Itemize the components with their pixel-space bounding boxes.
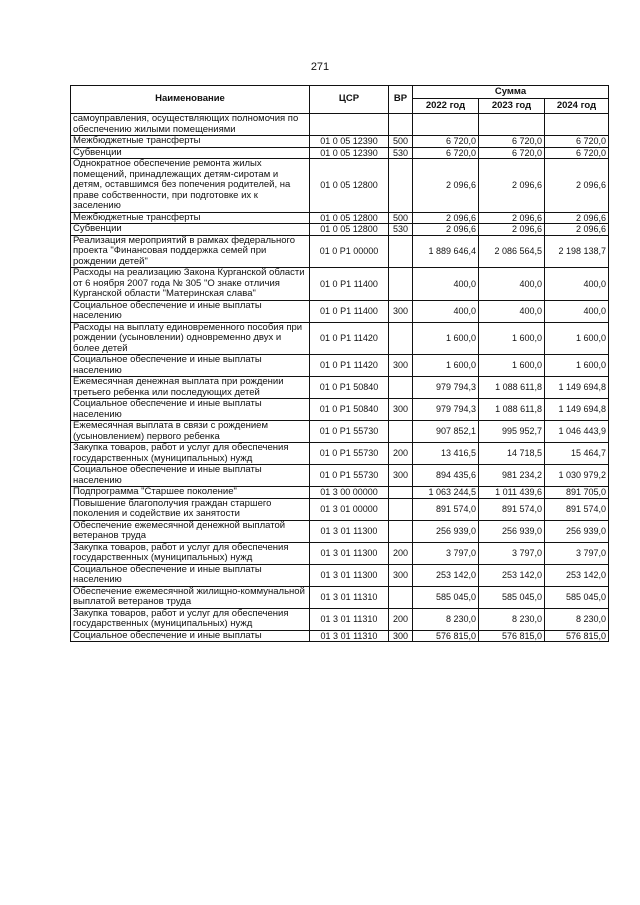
table-row [71,399,609,421]
row-value-2024: 1 149 694,8 [545,399,609,421]
row-value-2022: 576 815,0 [413,630,479,642]
row-name: Социальное обеспечение и иные выплаты населению [71,355,310,377]
row-name: Субвенции [71,224,310,236]
row-value-2023: 2 086 564,5 [479,235,545,268]
row-csr: 01 0 05 12800 [310,159,389,213]
row-vr [389,159,413,213]
table-row [71,465,609,487]
row-value-2024: 1 030 979,2 [545,465,609,487]
table-row [71,159,609,213]
row-vr: 500 [389,212,413,224]
page-number: 271 [310,61,330,73]
header-name: Наименование [71,86,310,114]
row-value-2023: 2 096,6 [479,224,545,236]
table-row [71,564,609,586]
row-value-2023: 400,0 [479,268,545,301]
row-value-2022: 979 794,3 [413,399,479,421]
row-csr: 01 3 01 11310 [310,586,389,608]
row-csr: 01 0 05 12800 [310,212,389,224]
row-name: Повышение благополучия граждан старшего поколения и содействие их занятости [71,498,310,520]
row-name: Закупка товаров, работ и услуг для обеспечения государственных (муниципальных) нужд [71,443,310,465]
row-name: Межбюджетные трансферты [71,212,310,224]
row-value-2023: 981 234,2 [479,465,545,487]
row-vr [389,498,413,520]
row-csr: 01 0 05 12800 [310,224,389,236]
row-csr: 01 0 P1 55730 [310,421,389,443]
row-value-2023: 1 600,0 [479,355,545,377]
row-vr: 530 [389,224,413,236]
header-vr: ВР [389,86,413,114]
table-row [71,520,609,542]
row-csr: 01 0 P1 00000 [310,235,389,268]
row-value-2022: 2 096,6 [413,159,479,213]
table-row [71,136,609,148]
row-value-2022: 894 435,6 [413,465,479,487]
row-vr [389,586,413,608]
row-vr: 530 [389,147,413,159]
table-row [71,235,609,268]
row-value-2023: 1 088 611,8 [479,399,545,421]
row-value-2023: 585 045,0 [479,586,545,608]
row-value-2024: 891 705,0 [545,487,609,499]
row-csr: 01 0 P1 11400 [310,268,389,301]
row-name: Подпрограмма "Старшее поколение" [71,487,310,499]
row-value-2024: 6 720,0 [545,147,609,159]
table-row [71,608,609,630]
row-value-2023: 400,0 [479,300,545,322]
row-vr: 300 [389,465,413,487]
row-name: Социальное обеспечение и иные выплаты населению [71,300,310,322]
header-year-2024: 2024 год [545,99,609,114]
row-value-2022: 6 720,0 [413,136,479,148]
table-row [71,322,609,355]
row-value-2024: 2 096,6 [545,212,609,224]
row-vr: 300 [389,355,413,377]
row-value-2023: 2 096,6 [479,212,545,224]
row-name: Межбюджетные трансферты [71,136,310,148]
header-sum: Сумма [413,86,609,99]
row-name: Расходы на выплату единовременного пособия при рождении (усыновлении) одновременно двух и более детей [71,322,310,355]
row-name: Расходы на реализацию Закона Курганской области от 6 ноября 2007 года № 305 "О знаке отличия Курганской области "Материнская слава" [71,268,310,301]
row-value-2022: 1 063 244,5 [413,487,479,499]
row-value-2024: 400,0 [545,300,609,322]
table-row [71,487,609,499]
row-value-2023: 8 230,0 [479,608,545,630]
row-value-2022: 585 045,0 [413,586,479,608]
row-value-2023: 6 720,0 [479,136,545,148]
row-value-2022: 13 416,5 [413,443,479,465]
row-value-2022: 6 720,0 [413,147,479,159]
row-value-2022: 256 939,0 [413,520,479,542]
row-value-2024: 8 230,0 [545,608,609,630]
row-value-2022 [413,114,479,136]
row-value-2023: 2 096,6 [479,159,545,213]
table-row [71,498,609,520]
table-row [71,224,609,236]
row-value-2023: 6 720,0 [479,147,545,159]
row-csr: 01 3 01 11300 [310,564,389,586]
row-vr: 300 [389,630,413,642]
row-vr: 200 [389,542,413,564]
header-csr: ЦСР [310,86,389,114]
table-row [71,421,609,443]
row-vr [389,421,413,443]
row-vr [389,377,413,399]
row-name: Однократное обеспечение ремонта жилых помещений, принадлежащих детям-сиротам и детям, оставшимся без попечения родителей, на праве собственности, при подготовке их к заселению [71,159,310,213]
row-value-2022: 400,0 [413,300,479,322]
row-value-2023: 14 718,5 [479,443,545,465]
row-vr [389,487,413,499]
row-value-2023: 256 939,0 [479,520,545,542]
row-value-2024: 253 142,0 [545,564,609,586]
row-name: Обеспечение ежемесячной денежной выплатой ветеранов труда [71,520,310,542]
row-vr: 300 [389,399,413,421]
row-value-2024: 2 198 138,7 [545,235,609,268]
row-value-2022: 1 600,0 [413,322,479,355]
row-csr: 01 3 01 11300 [310,542,389,564]
budget-table [70,85,609,642]
table-row [71,586,609,608]
table-body [71,114,609,642]
row-value-2022: 253 142,0 [413,564,479,586]
row-name: Социальное обеспечение и иные выплаты [71,630,310,642]
row-csr: 01 0 P1 50840 [310,377,389,399]
table-row [71,147,609,159]
row-value-2022: 1 600,0 [413,355,479,377]
row-csr: 01 3 01 11310 [310,608,389,630]
row-value-2024: 2 096,6 [545,159,609,213]
row-value-2022: 891 574,0 [413,498,479,520]
table-row [71,212,609,224]
row-value-2023: 995 952,7 [479,421,545,443]
table-row [71,630,609,642]
table-row [71,443,609,465]
row-vr [389,520,413,542]
row-name: самоуправления, осуществляющих полномочия по обеспечению жилыми помещениями [71,114,310,136]
row-csr: 01 0 05 12390 [310,136,389,148]
row-name: Субвенции [71,147,310,159]
row-value-2024: 256 939,0 [545,520,609,542]
row-csr: 01 0 P1 55730 [310,443,389,465]
row-vr [389,235,413,268]
row-name: Закупка товаров, работ и услуг для обеспечения государственных (муниципальных) нужд [71,608,310,630]
row-value-2024: 1 046 443,9 [545,421,609,443]
row-vr: 500 [389,136,413,148]
row-value-2024: 15 464,7 [545,443,609,465]
row-csr: 01 0 P1 11400 [310,300,389,322]
table-row [71,268,609,301]
row-value-2023: 1 011 439,6 [479,487,545,499]
row-csr: 01 0 05 12390 [310,147,389,159]
row-value-2022: 8 230,0 [413,608,479,630]
row-csr: 01 3 01 11310 [310,630,389,642]
row-value-2024: 400,0 [545,268,609,301]
row-value-2023: 3 797,0 [479,542,545,564]
row-name: Ежемесячная денежная выплата при рождении третьего ребенка или последующих детей [71,377,310,399]
row-value-2024 [545,114,609,136]
row-value-2024: 3 797,0 [545,542,609,564]
row-vr: 300 [389,300,413,322]
row-name: Социальное обеспечение и иные выплаты населению [71,564,310,586]
row-value-2023 [479,114,545,136]
table-row [71,355,609,377]
row-value-2024: 1 149 694,8 [545,377,609,399]
row-vr: 300 [389,564,413,586]
table-row [71,542,609,564]
row-name: Реализация мероприятий в рамках федерального проекта "Финансовая поддержка семей при рождении детей" [71,235,310,268]
row-value-2024: 585 045,0 [545,586,609,608]
row-value-2023: 891 574,0 [479,498,545,520]
row-value-2022: 1 889 646,4 [413,235,479,268]
row-vr: 200 [389,608,413,630]
row-name: Социальное обеспечение и иные выплаты населению [71,465,310,487]
row-name: Ежемесячная выплата в связи с рождением (усыновлением) первого ребенка [71,421,310,443]
row-value-2022: 979 794,3 [413,377,479,399]
row-name: Социальное обеспечение и иные выплаты населению [71,399,310,421]
row-name: Обеспечение ежемесячной жилищно-коммунальной выплатой ветеранов труда [71,586,310,608]
row-value-2024: 6 720,0 [545,136,609,148]
row-value-2023: 576 815,0 [479,630,545,642]
row-value-2024: 1 600,0 [545,322,609,355]
table-row [71,300,609,322]
row-value-2023: 1 088 611,8 [479,377,545,399]
row-csr: 01 3 01 00000 [310,498,389,520]
row-value-2023: 1 600,0 [479,322,545,355]
row-name: Закупка товаров, работ и услуг для обеспечения государственных (муниципальных) нужд [71,542,310,564]
row-csr: 01 3 01 11300 [310,520,389,542]
row-value-2024: 2 096,6 [545,224,609,236]
row-csr: 01 0 P1 11420 [310,322,389,355]
row-vr [389,114,413,136]
row-vr [389,268,413,301]
row-vr [389,322,413,355]
row-csr [310,114,389,136]
row-value-2024: 891 574,0 [545,498,609,520]
row-csr: 01 0 P1 55730 [310,465,389,487]
table-row [71,377,609,399]
row-csr: 01 3 00 00000 [310,487,389,499]
row-value-2022: 907 852,1 [413,421,479,443]
header-year-2023: 2023 год [479,99,545,114]
row-value-2023: 253 142,0 [479,564,545,586]
row-csr: 01 0 P1 50840 [310,399,389,421]
row-value-2022: 2 096,6 [413,212,479,224]
row-value-2022: 400,0 [413,268,479,301]
header-year-2022: 2022 год [413,99,479,114]
row-value-2024: 576 815,0 [545,630,609,642]
row-value-2022: 3 797,0 [413,542,479,564]
row-value-2024: 1 600,0 [545,355,609,377]
row-value-2022: 2 096,6 [413,224,479,236]
row-csr: 01 0 P1 11420 [310,355,389,377]
row-vr: 200 [389,443,413,465]
table-row [71,114,609,136]
